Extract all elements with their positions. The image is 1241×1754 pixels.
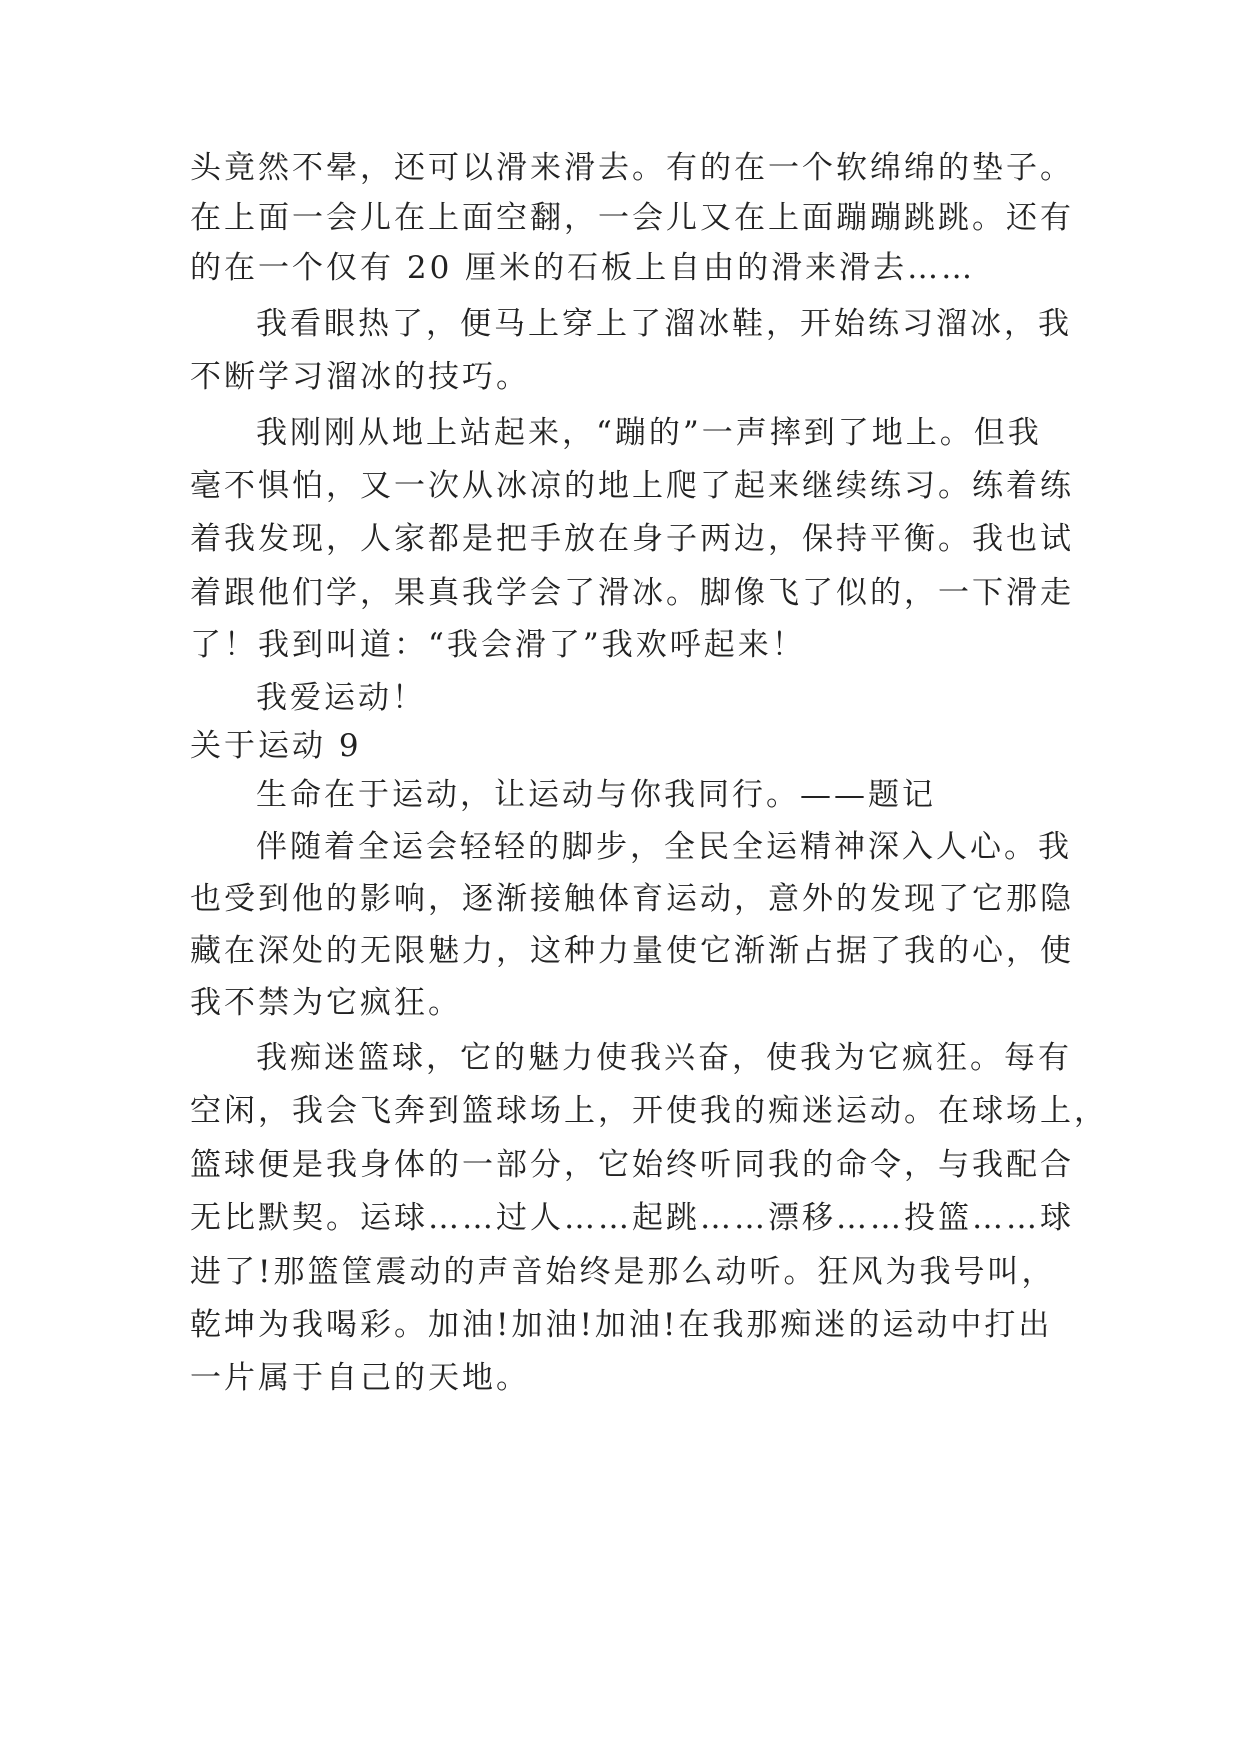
text-line: 乾坤为我喝彩。加油!加油!加油!在我那痴迷的运动中打出 <box>190 1307 1053 1343</box>
paragraph-start-line: 我看眼热了，便马上穿上了溜冰鞋，开始练习溜冰，我 <box>256 306 1072 342</box>
text-line: 也受到他的影响，逐渐接触体育运动，意外的发现了它那隐 <box>190 881 1074 917</box>
text-line: 无比默契。运球……过人……起跳……漂移……投篮……球 <box>190 1200 1074 1236</box>
section-heading: 关于运动 9 <box>190 728 362 764</box>
text-line: 我不禁为它疯狂。 <box>190 985 462 1021</box>
text-line: 藏在深处的无限魅力，这种力量使它渐渐占据了我的心，使 <box>190 933 1074 969</box>
paragraph-start-line: 我爱运动！ <box>256 680 426 716</box>
text-line: 着跟他们学，果真我学会了滑冰。脚像飞了似的，一下滑走 <box>190 575 1074 611</box>
text-line: 在上面一会儿在上面空翻，一会儿又在上面蹦蹦跳跳。还有 <box>190 200 1074 236</box>
text-line: 头竟然不晕，还可以滑来滑去。有的在一个软绵绵的垫子。 <box>190 150 1074 186</box>
text-line: 毫不惧怕，又一次从冰凉的地上爬了起来继续练习。练着练 <box>190 468 1074 504</box>
text-line: 进了!那篮筐震动的声音始终是那么动听。狂风为我号叫， <box>190 1254 1056 1290</box>
text-line: 篮球便是我身体的一部分，它始终听同我的命令，与我配合 <box>190 1147 1074 1183</box>
text-line: 空闲，我会飞奔到篮球场上，开使我的痴迷运动。在球场上， <box>190 1093 1108 1129</box>
text-line: 着我发现，人家都是把手放在身子两边，保持平衡。我也试 <box>190 521 1074 557</box>
text-line: 了！我到叫道：“我会滑了”我欢呼起来！ <box>190 627 806 663</box>
text-line: 不断学习溜冰的技巧。 <box>190 359 530 395</box>
text-line: 一片属于自己的天地。 <box>190 1360 530 1396</box>
paragraph-start-line: 伴随着全运会轻轻的脚步，全民全运精神深入人心。我 <box>256 829 1072 865</box>
paragraph-start-line: 我刚刚从地上站起来，“蹦的”一声摔到了地上。但我 <box>256 415 1042 451</box>
epigraph-line: 生命在于运动，让运动与你我同行。——题记 <box>256 777 936 813</box>
paragraph-start-line: 我痴迷篮球，它的魅力使我兴奋，使我为它疯狂。每有 <box>256 1040 1072 1076</box>
text-line: 的在一个仅有 20 厘米的石板上自由的滑来滑去…… <box>190 250 976 286</box>
